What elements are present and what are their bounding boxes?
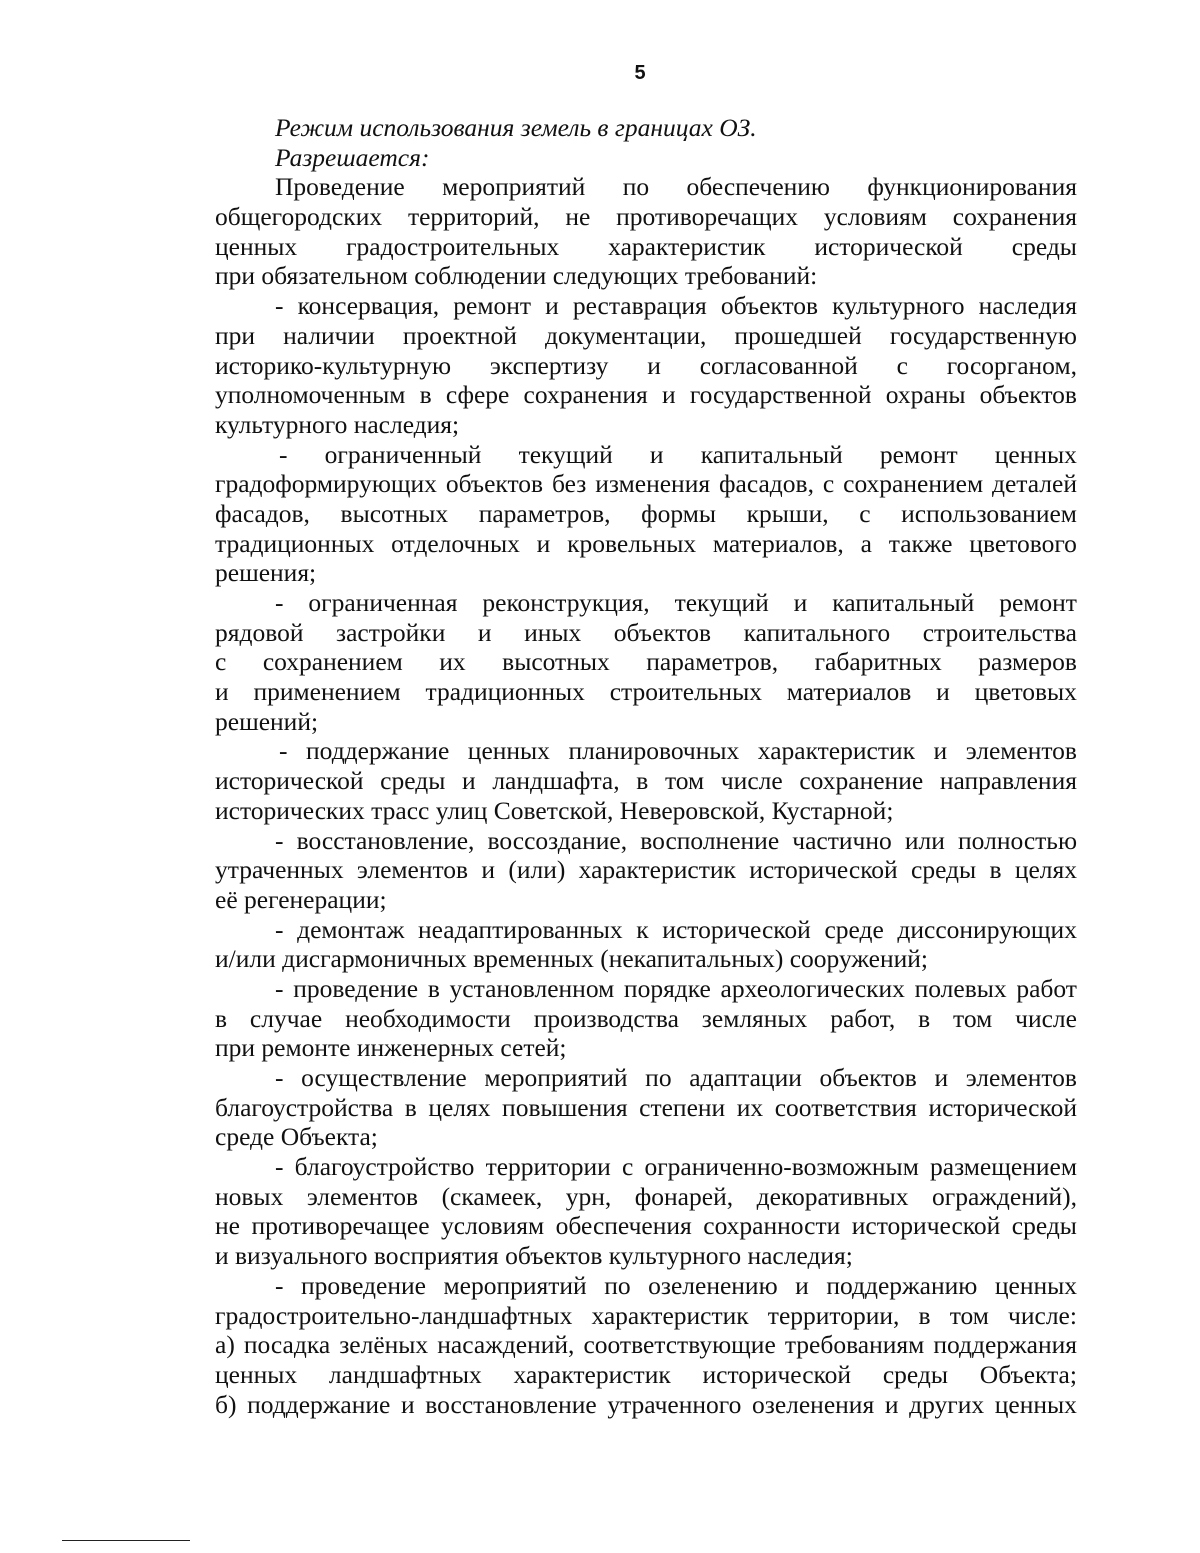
word: согласованной <box>699 350 858 380</box>
word: среды <box>1011 231 1077 261</box>
word: ландшафтных <box>328 1359 482 1389</box>
word: требованиям <box>784 1330 925 1360</box>
word: полностью <box>958 825 1077 855</box>
word: целях <box>1014 855 1077 885</box>
word: поддержание <box>247 1389 391 1419</box>
word: и <box>545 291 559 321</box>
word: том <box>664 766 705 796</box>
word: характеристик <box>513 1359 671 1389</box>
text-line <box>215 440 1077 470</box>
word: ценных <box>467 736 550 766</box>
word: деталей <box>992 469 1077 499</box>
text-line: при обязательном соблюдении следующих требований: <box>215 261 818 291</box>
word: благоустройства <box>215 1092 394 1122</box>
text-line <box>215 618 1077 648</box>
text-line: её регенерации; <box>215 884 387 914</box>
word: ценных <box>215 1359 298 1389</box>
word: земляных <box>701 1003 808 1033</box>
word: ремонт <box>879 439 958 469</box>
word: ограниченная <box>308 588 458 617</box>
text-line <box>215 1004 1077 1034</box>
word: неадаптированных <box>417 914 623 944</box>
text-line <box>215 826 1077 856</box>
word: характеристик <box>578 855 736 885</box>
word: ремонт <box>453 291 532 321</box>
word: государственной <box>689 380 872 410</box>
text-line <box>215 499 1077 529</box>
word: среды <box>882 1359 948 1389</box>
word: восстановление <box>425 1389 597 1419</box>
word: их <box>439 647 466 677</box>
text-line <box>215 321 1077 351</box>
text-line <box>215 766 1077 796</box>
word: противоречащих <box>616 202 798 232</box>
word: (или) <box>508 855 566 885</box>
word: поддержания <box>933 1330 1077 1360</box>
word: поддержанию <box>826 1270 978 1300</box>
word: числе: <box>1008 1300 1077 1330</box>
word: ремонт <box>999 588 1077 617</box>
word: материалов, <box>712 528 844 558</box>
text-line <box>215 291 1077 321</box>
word: и <box>462 766 476 796</box>
word: объектов <box>819 1063 917 1092</box>
word: размеров <box>978 647 1077 677</box>
word: - <box>275 291 284 321</box>
text-line <box>215 1211 1077 1241</box>
word: строительных <box>609 677 762 707</box>
text-line <box>215 677 1077 707</box>
word: том <box>949 1300 989 1330</box>
word: условиям <box>823 202 927 232</box>
word: элементов <box>965 1063 1077 1092</box>
word: ограниченный <box>324 439 482 469</box>
word: благоустройство <box>294 1152 475 1182</box>
word: не <box>565 202 591 232</box>
word: ценных <box>215 231 298 261</box>
word: и <box>793 588 808 617</box>
word: документации, <box>544 320 707 350</box>
word: и <box>481 855 496 885</box>
word: декоративных <box>756 1181 909 1211</box>
word: проектной <box>402 320 517 350</box>
text-line <box>215 1093 1077 1123</box>
word: исторической <box>928 1092 1077 1122</box>
word: утраченных <box>215 855 344 885</box>
word: - <box>279 736 288 766</box>
word: государственную <box>889 320 1077 350</box>
word: сфере <box>445 380 510 410</box>
word: текущий <box>518 439 613 469</box>
word: а <box>860 528 872 558</box>
word: к <box>636 914 649 944</box>
word: территории <box>485 1152 611 1182</box>
word: и <box>884 1389 899 1419</box>
page-number: 5 <box>634 62 646 84</box>
text-line: решений; <box>215 706 319 736</box>
document-body <box>215 113 1077 1419</box>
word: и <box>400 1389 415 1419</box>
word: противоречащее <box>251 1211 430 1241</box>
text-line <box>215 351 1077 381</box>
word: среды <box>1011 1211 1077 1241</box>
word: материалов <box>786 677 912 707</box>
word: не <box>215 1211 240 1241</box>
word: функционирования <box>867 172 1077 202</box>
word: демонтаж <box>297 914 405 944</box>
text-line <box>215 855 1077 885</box>
text-line <box>215 1360 1077 1390</box>
word: в <box>215 1003 228 1033</box>
word: в <box>636 766 649 796</box>
text-line <box>215 469 1077 499</box>
word: повышения <box>502 1092 628 1122</box>
word: адаптации <box>689 1063 802 1092</box>
word: планировочных <box>568 736 740 766</box>
word: объектов <box>445 469 544 499</box>
word: традиционных <box>425 677 585 707</box>
word: и <box>649 439 664 469</box>
word: Проведение <box>275 172 405 202</box>
word: госорганом, <box>946 350 1077 380</box>
section-heading: Режим использования земель в границах ОЗ. <box>275 113 757 142</box>
word: наличии <box>283 320 375 350</box>
word: исторической <box>215 766 364 796</box>
word: характеристик <box>591 1300 749 1330</box>
word: и <box>215 677 229 707</box>
word: частично <box>792 825 892 855</box>
word: - <box>275 973 284 1003</box>
word: б) <box>215 1389 237 1419</box>
word: параметров, <box>646 647 779 677</box>
text-line <box>215 647 1077 677</box>
word: случае <box>249 1003 323 1033</box>
word: формы <box>641 498 717 528</box>
word: озеленения <box>752 1389 875 1419</box>
word: целях <box>428 1092 491 1122</box>
word: ограждений), <box>932 1181 1077 1211</box>
word: проведение <box>301 1270 426 1300</box>
word: рядовой <box>215 617 304 647</box>
word: и <box>661 380 676 410</box>
word: сохранения <box>523 380 648 410</box>
word: числе <box>1015 1003 1077 1033</box>
word: соответствия <box>774 1092 917 1122</box>
word: степени <box>639 1092 726 1122</box>
word: в <box>419 380 432 410</box>
word: археологических <box>720 973 905 1003</box>
word: характеристик <box>757 736 916 766</box>
word: габаритных <box>814 647 942 677</box>
word: капитальный <box>700 439 843 469</box>
word: полевых <box>914 973 1007 1003</box>
word: восполнение <box>640 825 780 855</box>
word: по <box>604 1270 631 1300</box>
word: воссоздание, <box>487 825 628 855</box>
word: озеленению <box>648 1270 778 1300</box>
word: в <box>918 1003 931 1033</box>
word: сохранности <box>703 1211 841 1241</box>
word: элементов <box>356 855 469 885</box>
word: прошедшей <box>734 320 862 350</box>
word: - <box>275 1063 284 1092</box>
word: сохранением <box>843 469 984 499</box>
word: цветового <box>969 528 1077 558</box>
word: - <box>275 588 284 617</box>
word: фасадов, <box>215 498 310 528</box>
word: обеспечения <box>555 1211 692 1241</box>
word: культурного <box>832 291 965 321</box>
text-line <box>215 974 1077 1004</box>
word: необходимости <box>345 1003 511 1033</box>
word: мероприятий <box>484 1063 628 1092</box>
word: осуществление <box>301 1063 467 1092</box>
text-line: культурного наследия; <box>215 409 460 439</box>
word: градоформирующих <box>215 469 437 499</box>
word: изменения <box>595 469 711 499</box>
word: объектов <box>720 291 819 321</box>
text-line <box>215 380 1077 410</box>
word: в <box>989 855 1002 885</box>
text-line <box>215 1330 1077 1360</box>
word: том <box>953 1003 993 1033</box>
word: или <box>904 825 945 855</box>
word: и <box>647 350 661 380</box>
word: обеспечению <box>686 172 830 202</box>
word: Объекта; <box>979 1359 1077 1389</box>
text-line <box>215 588 1077 618</box>
word: поддержание <box>306 736 450 766</box>
text-line: и/или дисгармоничных временных (некапитальных) сооружений; <box>215 944 928 974</box>
text-line <box>215 232 1077 262</box>
word: (скамеек, <box>441 1181 543 1211</box>
word: фонарей, <box>634 1181 734 1211</box>
word: с <box>822 469 835 499</box>
word: работ, <box>830 1003 896 1033</box>
text-line <box>215 529 1077 559</box>
word: с <box>896 350 908 380</box>
word: - <box>275 1270 284 1300</box>
word: размещением <box>930 1152 1077 1182</box>
text-line <box>215 1301 1077 1331</box>
word: объектов <box>613 617 712 647</box>
word: цветовых <box>974 677 1077 707</box>
word: территории, <box>767 1300 900 1330</box>
text-line <box>215 1063 1077 1093</box>
word: применением <box>253 677 401 707</box>
word: исторической <box>702 1359 852 1389</box>
word: охраны <box>885 380 966 410</box>
word: строительства <box>922 617 1077 647</box>
word: и <box>936 677 950 707</box>
word: - <box>275 1152 284 1182</box>
word: их <box>736 1092 764 1122</box>
word: ценных <box>994 1389 1077 1419</box>
word: без <box>552 469 587 499</box>
text-line: решения; <box>215 558 317 588</box>
word: исторической <box>851 1211 1001 1241</box>
word: среды <box>380 766 446 796</box>
word: территорий, <box>407 202 540 232</box>
word: сохранением <box>262 647 403 677</box>
word: с <box>621 1152 634 1182</box>
word: восстановление, <box>296 825 475 855</box>
text-line: при ремонте инженерных сетей; <box>215 1033 567 1063</box>
word: исторической <box>749 855 898 885</box>
word: сохранение <box>799 766 924 796</box>
word: производства <box>533 1003 679 1033</box>
word: застройки <box>336 617 446 647</box>
word: иных <box>524 617 582 647</box>
word: реконструкция, <box>482 588 650 617</box>
word: градостроительно-ландшафтных <box>215 1300 573 1330</box>
word: градостроительных <box>346 231 560 261</box>
word: консервация, <box>297 291 440 321</box>
word: установленном <box>449 973 615 1003</box>
text-line <box>215 1271 1077 1301</box>
word: ландшафта, <box>492 766 620 796</box>
word: наследия <box>978 291 1077 321</box>
word: - <box>279 439 288 469</box>
word: по <box>645 1063 672 1092</box>
word: среде <box>824 914 884 944</box>
text-line: и визуального восприятия объектов культурного наследия; <box>215 1241 853 1271</box>
word: диссонирующих <box>897 914 1077 944</box>
word: - <box>275 825 284 855</box>
word: капитального <box>743 617 891 647</box>
word: направления <box>939 766 1077 796</box>
word: характеристик <box>608 231 766 261</box>
word: утраченного <box>607 1389 742 1419</box>
text-line <box>215 202 1077 232</box>
word: текущий <box>674 588 769 617</box>
word: исторической <box>814 231 963 261</box>
text-line: исторических трасс улиц Советской, Неверовской, Кустарной; <box>215 795 894 825</box>
word: а) <box>215 1330 235 1360</box>
word: и <box>795 1270 809 1300</box>
word: фасадов, <box>719 469 814 499</box>
word: посадка <box>243 1330 331 1360</box>
word: ценных <box>994 1270 1077 1300</box>
word: использованием <box>901 498 1077 528</box>
word: условиям <box>441 1211 545 1241</box>
word: при <box>215 320 256 350</box>
word: проведение <box>293 973 419 1003</box>
word: в <box>404 1092 417 1122</box>
word: отделочных <box>391 528 520 558</box>
word: мероприятий <box>442 172 586 202</box>
word: зелёных <box>339 1330 429 1360</box>
word: параметров, <box>478 498 611 528</box>
text-line <box>215 1152 1077 1182</box>
word: сохранения <box>952 202 1077 232</box>
word: высотных <box>502 647 610 677</box>
text-line <box>215 915 1077 945</box>
word: порядке <box>623 973 711 1003</box>
word: по <box>622 172 650 202</box>
word: среды <box>911 855 977 885</box>
word: традиционных <box>215 528 375 558</box>
word: других <box>909 1389 985 1419</box>
word: общегородских <box>215 202 383 232</box>
word: ограниченно-возможным <box>644 1152 919 1182</box>
word: урн, <box>565 1181 612 1211</box>
word: также <box>888 528 953 558</box>
text-line <box>215 1390 1077 1420</box>
word: в <box>427 973 440 1003</box>
word: мероприятий <box>443 1270 587 1300</box>
word: в <box>918 1300 931 1330</box>
word: и <box>536 528 551 558</box>
word: и <box>477 617 492 647</box>
word: объектов <box>979 380 1077 410</box>
word: элементов <box>306 1181 419 1211</box>
word: высотных <box>340 498 449 528</box>
word: капитальный <box>832 588 975 617</box>
word: историко-культурную <box>215 350 452 380</box>
text-line <box>215 736 1077 766</box>
word: исторической <box>662 914 811 944</box>
word: работ <box>1016 973 1077 1003</box>
word: уполномоченным <box>215 380 406 410</box>
word: ценных <box>994 439 1077 469</box>
section-subheading: Разрешается: <box>275 142 430 172</box>
word: - <box>275 914 284 944</box>
word: и <box>934 1063 949 1092</box>
word: и <box>933 736 948 766</box>
word: крыши, <box>746 498 829 528</box>
word: элементов <box>965 736 1077 766</box>
word: новых <box>215 1181 284 1211</box>
word: реставрация <box>572 291 707 321</box>
word: с <box>215 647 227 677</box>
word: соответствующие <box>583 1330 776 1360</box>
text-line <box>215 172 1077 202</box>
word: экспертизу <box>489 350 609 380</box>
word: с <box>859 498 871 528</box>
word: насаждений, <box>437 1330 575 1360</box>
text-line: среде Объекта; <box>215 1122 378 1152</box>
word: кровельных <box>567 528 697 558</box>
footnote-divider <box>62 1540 190 1541</box>
text-line <box>215 1182 1077 1212</box>
word: числе <box>720 766 783 796</box>
